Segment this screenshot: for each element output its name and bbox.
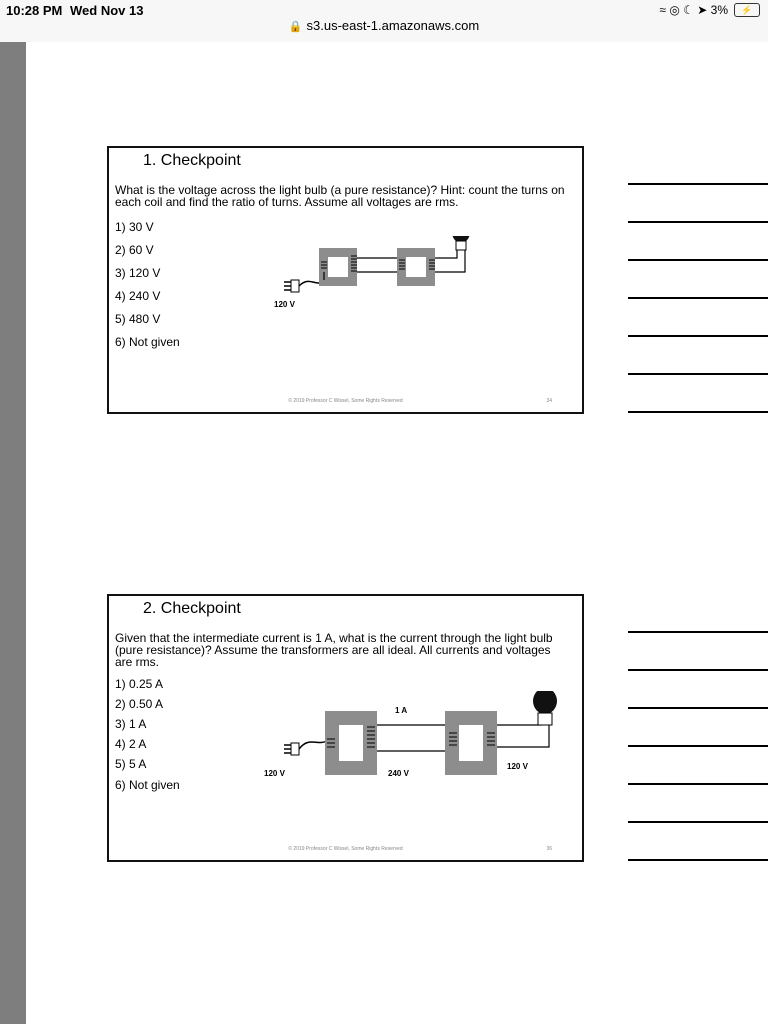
option-4: 4) 2 A — [115, 737, 147, 751]
lock-icon: 🔒 — [288, 21, 303, 33]
option-3: 3) 1 A — [115, 717, 147, 731]
status-bar — [0, 0, 768, 43]
option-2: 2) 0.50 A — [115, 697, 164, 711]
note-line — [628, 335, 768, 337]
note-line — [628, 859, 768, 861]
note-line — [628, 259, 768, 261]
note-line — [628, 373, 768, 375]
battery-icon: ⚡ — [734, 3, 760, 17]
location-icon: ➤ — [697, 3, 708, 17]
option-5: 5) 5 A — [115, 757, 147, 771]
sidebar-strip — [0, 42, 26, 1024]
status-date: Wed Nov 13 — [70, 3, 144, 18]
url-text: s3.us-east-1.amazonaws.com — [306, 18, 480, 33]
slide-page-number: 34 — [546, 398, 552, 404]
option-1: 1) 0.25 A — [115, 677, 164, 691]
option-1: 1) 30 V — [115, 220, 154, 234]
slide-question: Given that the intermediate current is 1 A, what is the current through the light bulb (pure resistance)? Assume the transformers are all ideal. All currents and voltages are rms. — [115, 631, 553, 669]
note-line — [628, 297, 768, 299]
slide-footer: © 2019 Professor C Wissel, Some Rights Reserved — [288, 398, 403, 404]
light-bulb-icon — [533, 691, 557, 714]
voltage-label-output: 120 V — [507, 762, 528, 771]
slide-title: 1. Checkpoint — [143, 152, 241, 169]
note-line — [628, 745, 768, 747]
address-bar[interactable] — [0, 18, 768, 33]
option-4: 4) 240 V — [115, 289, 161, 303]
moon-icon: ☾ — [683, 3, 694, 17]
option-2: 2) 60 V — [115, 243, 154, 257]
option-6: 6) Not given — [115, 335, 180, 349]
note-line — [628, 707, 768, 709]
note-line — [628, 411, 768, 413]
note-line — [628, 183, 768, 185]
option-3: 3) 120 V — [115, 266, 161, 280]
slide-footer: © 2019 Professor C Wissel, Some Rights Reserved — [288, 846, 403, 852]
note-line — [628, 221, 768, 223]
slide-title: 2. Checkpoint — [143, 600, 241, 617]
slide-1 — [107, 146, 584, 414]
note-line — [628, 821, 768, 823]
voltage-label: 120 V — [274, 300, 295, 309]
note-line — [628, 669, 768, 671]
status-time: 10:28 PM — [6, 3, 63, 18]
note-line — [628, 631, 768, 633]
status-icons — [659, 3, 728, 17]
orientation-lock-icon: ◎ — [669, 3, 680, 17]
wifi-icon: ≈ — [659, 3, 666, 17]
battery-percent: 3% — [710, 3, 728, 17]
plug-icon — [284, 745, 291, 753]
option-5: 5) 480 V — [115, 312, 161, 326]
option-6: 6) Not given — [115, 778, 180, 792]
plug-icon — [284, 282, 291, 290]
current-label: 1 A — [395, 706, 408, 715]
slide-2 — [107, 594, 584, 862]
note-line — [628, 783, 768, 785]
voltage-label-input: 120 V — [264, 769, 285, 778]
slide-page-number: 36 — [546, 846, 552, 852]
voltage-label-intermediate: 240 V — [388, 769, 409, 778]
slide-question: What is the voltage across the light bulb (a pure resistance)? Hint: count the turns on each coil and find the ratio of turns. Assume all voltages are rms. — [115, 183, 565, 209]
transformer-diagram — [279, 236, 499, 316]
